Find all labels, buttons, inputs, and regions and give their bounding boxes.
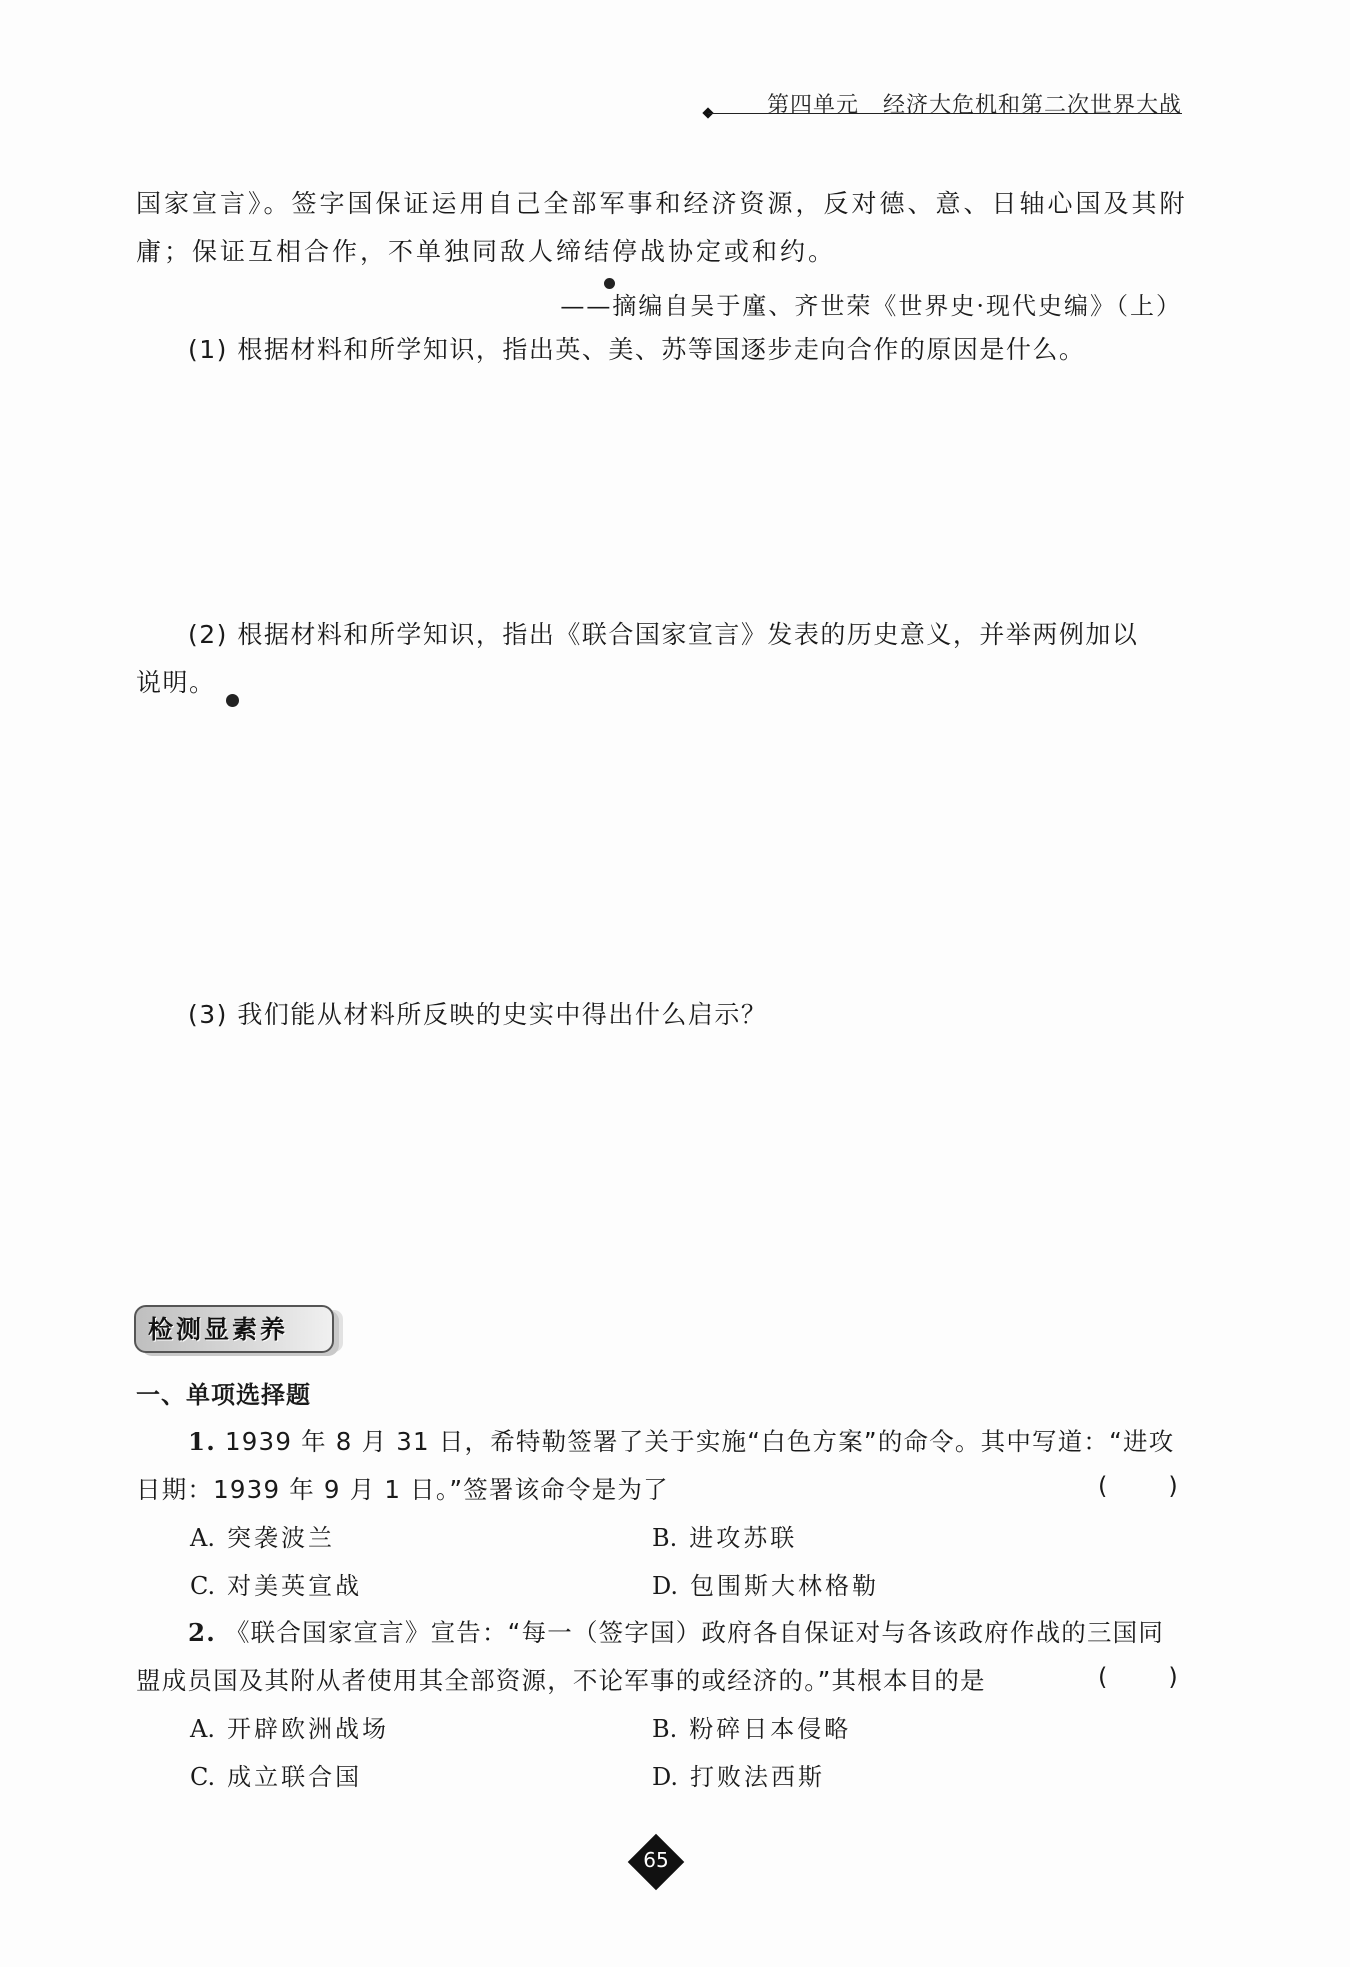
header-unit: 第四单元 (766, 93, 859, 118)
mcq-2-number: 2. (188, 1618, 216, 1647)
mcq-1-answer-blank[interactable]: ( ) (1098, 1472, 1178, 1500)
subquestion-2-line-2: 说明。 (136, 668, 216, 697)
material-line-1: 国家宣言》。签字国保证运用自己全部军事和经济资源，反对德、意、日轴心国及其附 (136, 189, 1188, 218)
header-title: 经济大危机和第二次世界大战 (882, 93, 1182, 118)
mcq-2-option-c[interactable]: C. 成立联合国 (190, 1763, 363, 1791)
mcq-2-answer-blank[interactable]: ( ) (1098, 1663, 1178, 1691)
page-number: 65 (643, 1848, 669, 1872)
mcq-1-option-c[interactable]: C. 对美英宣战 (190, 1572, 363, 1600)
section-title: 一、单项选择题 (136, 1381, 311, 1409)
mcq-1-line-1 (188, 1423, 1174, 1458)
material-line-2: 庸；保证互相合作，不单独同敌人缔结停战协定或和约。 (136, 237, 837, 266)
banner-label: 检测显素养 (148, 1315, 289, 1344)
mcq-1-number: 1. (188, 1427, 216, 1456)
material-source: ——摘编自吴于廑、齐世荣《世界史·现代史编》（上） (560, 292, 1182, 320)
subquestion-1: (1) 根据材料和所学知识，指出英、美、苏等国逐步走向合作的原因是什么。 (188, 335, 1086, 364)
mcq-2-stem-1: 《联合国家宣言》宣告：“每一（签字国）政府各自保证对与各该政府作战的三国同 (224, 1618, 1165, 1647)
mcq-2-option-a[interactable]: A. 开辟欧洲战场 (190, 1715, 389, 1743)
section-banner (134, 1305, 348, 1351)
mcq-2-line-2: 盟成员国及其附从者使用其全部资源，不论军事的或经济的。”其根本目的是 (136, 1666, 986, 1695)
mcq-1-option-a[interactable]: A. 突袭波兰 (190, 1524, 335, 1552)
mcq-1-stem-1: 1939 年 8 月 31 日，希特勒签署了关于实施“白色方案”的命令。其中写道：“进攻 (224, 1427, 1175, 1456)
running-header (767, 88, 1182, 119)
bullet-dot-icon (226, 694, 239, 707)
mcq-1-option-d[interactable]: D. 包围斯大林格勒 (652, 1572, 880, 1600)
subquestion-2-line-1: (2) 根据材料和所学知识，指出《联合国家宣言》发表的历史意义，并举两例加以 (188, 620, 1139, 649)
mcq-2-option-d[interactable]: D. 打败法西斯 (652, 1763, 826, 1791)
mcq-2-option-b[interactable]: B. 粉碎日本侵略 (652, 1715, 852, 1743)
subquestion-3: (3) 我们能从材料所反映的史实中得出什么启示？ (188, 1000, 768, 1029)
mcq-1-line-2: 日期：1939 年 9 月 1 日。”签署该命令是为了 (136, 1475, 669, 1504)
mcq-2-line-1 (188, 1614, 1164, 1649)
mcq-1-option-b[interactable]: B. 进攻苏联 (652, 1524, 798, 1552)
